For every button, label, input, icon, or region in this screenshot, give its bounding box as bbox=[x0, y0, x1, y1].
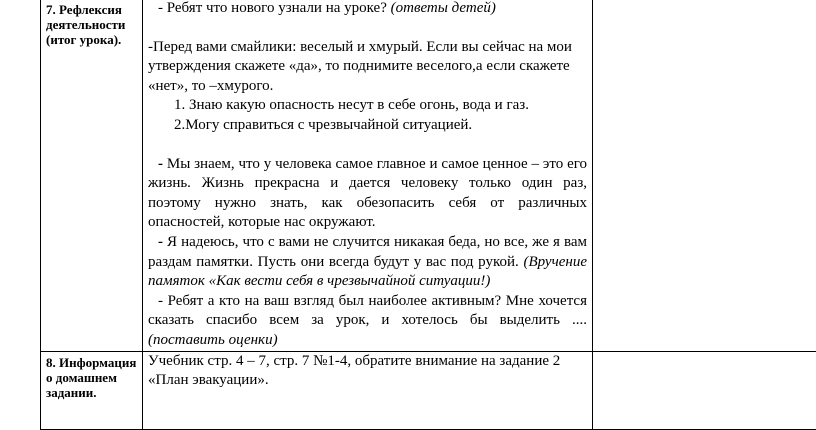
statement-2: 2.Могу справиться с чрезвычайной ситуацией. bbox=[148, 116, 587, 136]
content-cell bbox=[143, 351, 593, 429]
smiley-paragraph: -Перед вами смайлики: веселый и хмурый. Если вы сейчас на мои утверждения скажете «да», то поднимите веселого,а если скажете «нет», то –хмурого. bbox=[148, 38, 587, 97]
spacer bbox=[148, 136, 587, 155]
life-text: Мы знаем, что у человека самое главное и самое ценное – это его жизнь. Жизнь прекрасна и дается человеку только один раз, поэтому нужно знать, как обезопасить себя от различных опасностей, которые нас окружают. bbox=[148, 156, 587, 231]
table-row bbox=[41, 0, 816, 351]
hope-note: (Вручение памяток «Как вести себя в чрезвычайной ситуации!) bbox=[148, 254, 587, 290]
stage-cell: 8. Информация о домашнем задании. bbox=[41, 351, 143, 429]
question-note: (ответы детей) bbox=[391, 0, 496, 16]
active-text: - Ребят а кто на ваш взгляд был наиболее активным? Мне хочется сказать спасибо всем за урок, и хотелось бы выделить .... bbox=[148, 293, 587, 329]
spacer bbox=[148, 19, 587, 38]
question-paragraph bbox=[148, 0, 587, 19]
notes-cell bbox=[593, 0, 816, 351]
table-row bbox=[41, 351, 816, 429]
hope-text: Я надеюсь, что с вами не случится никакая беда, но все, же я вам раздам памятки. Пусть они всегда будут у вас под рукой. bbox=[148, 234, 587, 270]
hope-dash: - bbox=[158, 234, 163, 250]
stage-cell: 7. Рефлексия деятельности (итог урока). bbox=[41, 0, 143, 351]
active-note: (поставить оценки) bbox=[148, 332, 278, 348]
active-paragraph bbox=[148, 292, 587, 351]
notes-cell bbox=[593, 351, 816, 429]
life-dash: - bbox=[158, 156, 163, 172]
homework-text: Учебник стр. 4 – 7, стр. 7 №1-4, обратите внимание на задание 2 «План эвакуации». bbox=[148, 352, 587, 391]
content-cell bbox=[143, 0, 593, 351]
lesson-plan-table bbox=[40, 0, 816, 430]
statement-1: 1. Знаю какую опасность несут в себе огонь, вода и газ. bbox=[148, 96, 587, 116]
life-paragraph bbox=[148, 155, 587, 233]
hope-paragraph bbox=[148, 233, 587, 292]
question-text: - Ребят что нового узнали на уроке? bbox=[158, 0, 387, 16]
